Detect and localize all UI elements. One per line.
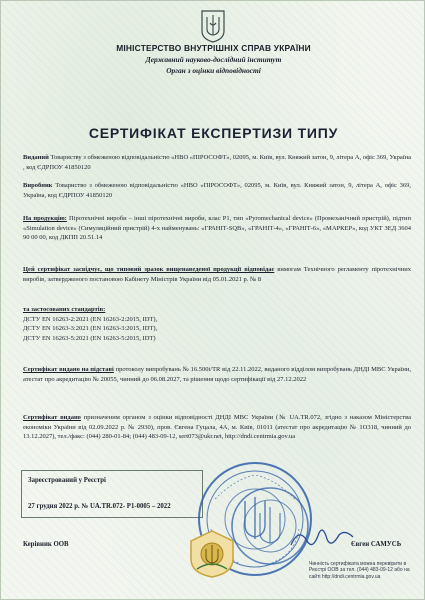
- basis-label: Сертифікат видано на підставі: [23, 366, 114, 373]
- product-label: На продукцію:: [23, 215, 67, 222]
- certificate-title: СЕРТИФІКАТ ЕКСПЕРТИЗИ ТИПУ: [88, 125, 339, 141]
- institute-emblem-icon: [189, 529, 235, 579]
- verification-footnote: Чинність сертифіката можна перевірити в Реєстрі ООВ за тел. (044) 483-09-12 або на сайті http://dndi.centrmia.gov.ua: [309, 561, 410, 580]
- head-name-label: Євген САМУСЬ: [351, 541, 402, 548]
- institute-heading: Державний науково-дослідний інститут: [145, 55, 282, 64]
- issuer-label: Сертифікат видано: [23, 414, 81, 421]
- standard-item: ДСТУ EN 16263-3:2021 (EN 16263-3:2015, IDT),: [23, 325, 158, 332]
- statement-lead: Цей сертифікат засвідчує, що типовий зразок вищенаведеної продукції відповідає: [23, 266, 275, 273]
- manufacturer-block: [23, 181, 411, 200]
- issued-to-block: [23, 153, 411, 172]
- issuer-text: призначеним органом з оцінки відповідності ДНДІ МВС України (№ UA.TR.072, згідно з наказом Міністерства економіки України від 02.09.2022 р. № 2930), пров. Євгена Гуцала, 4А, м. Київ, 01011 (атестат про акредитацію № 1О318, чинний до 13.12.2027), тел./факс: (044) 280-01-84; (044) 483-09-12, sert073@ukr.net, http://dndi.centrmia.gov.ua: [23, 414, 411, 440]
- basis-text: протоколу випробувань № 16.500і/ТR від 22.11.2022, виданого відділом випробувань ДНДІ МВС України, атестат про акредитацію № 20055, чинний до 06.08.2027, та рішення щодо сертифікації від 27.12.2022: [23, 366, 411, 383]
- product-text: Піротехнічні вироби – інші піротехнічні вироби, клас Р1, тип «Pyromechanical device» (Промеханічний пристрій), підтип «Simulation device» (Симуляційний пристрій) 4-х найменувань: «ГРАНІТ-SQB», «ГРАНІТ-4», «ГРАНІТ-6», «МАРКЕР», код УКТ ЗЕД 3604 90 00 00, код ДКПП 20.51.14: [23, 215, 411, 241]
- manufacturer-text: Товариство з обмеженою відповідальністю «НВО «ПІРОСОФТ», 02095, м. Київ, вул. Княжий затон, 9, літера А, офіс 369, Україна, код ЄДРПОУ 41850120: [23, 182, 411, 199]
- standards-label: та застосованих стандартів:: [23, 306, 106, 313]
- statement-block: [23, 265, 411, 284]
- statement-text: вимогам Технічного регламенту піротехнічних виробів, затвердженого постановою Кабінету Міністрів України від 05.01.2021 р. № 8: [23, 266, 411, 283]
- registry-box: [21, 470, 203, 518]
- registry-number: 27 грудня 2022 р. № UA.TR.072- Р1-0005 – 2022: [28, 503, 171, 510]
- standard-item: ДСТУ EN 16263-5:2021 (EN 16263-5:2015, IDT): [23, 334, 156, 342]
- basis-block: [23, 365, 411, 384]
- issued-to-text: Товариству з обмеженою відповідальністю «НВО «ПІРОСОФТ», 02095, м. Київ, вул. Княжий затон, 9, літера А, офіс 369, Україна , код ЄДРПОУ 41850120: [23, 154, 411, 171]
- issued-to-label: Виданий: [23, 154, 49, 161]
- issuer-block: [23, 413, 411, 442]
- ministry-heading: МІНІСТЕРСТВО ВНУТРІШНІХ СПРАВ УКРАЇНИ: [116, 43, 311, 53]
- product-block: [23, 214, 411, 243]
- manufacturer-label: Виробник: [23, 182, 53, 189]
- registry-title: Зареєстрований у Реєстрі: [28, 477, 106, 484]
- handwritten-signature-icon: [287, 523, 357, 553]
- head-role-label: Керівник ООВ: [23, 541, 69, 548]
- standards-block: [23, 305, 411, 343]
- conformity-body-heading: Орган з оцінки відповідності: [166, 66, 261, 75]
- trident-emblem-icon: [200, 9, 226, 43]
- standard-item: ДСТУ EN 16263-2:2021 (EN 16263-2:2015, IDT),: [23, 315, 158, 323]
